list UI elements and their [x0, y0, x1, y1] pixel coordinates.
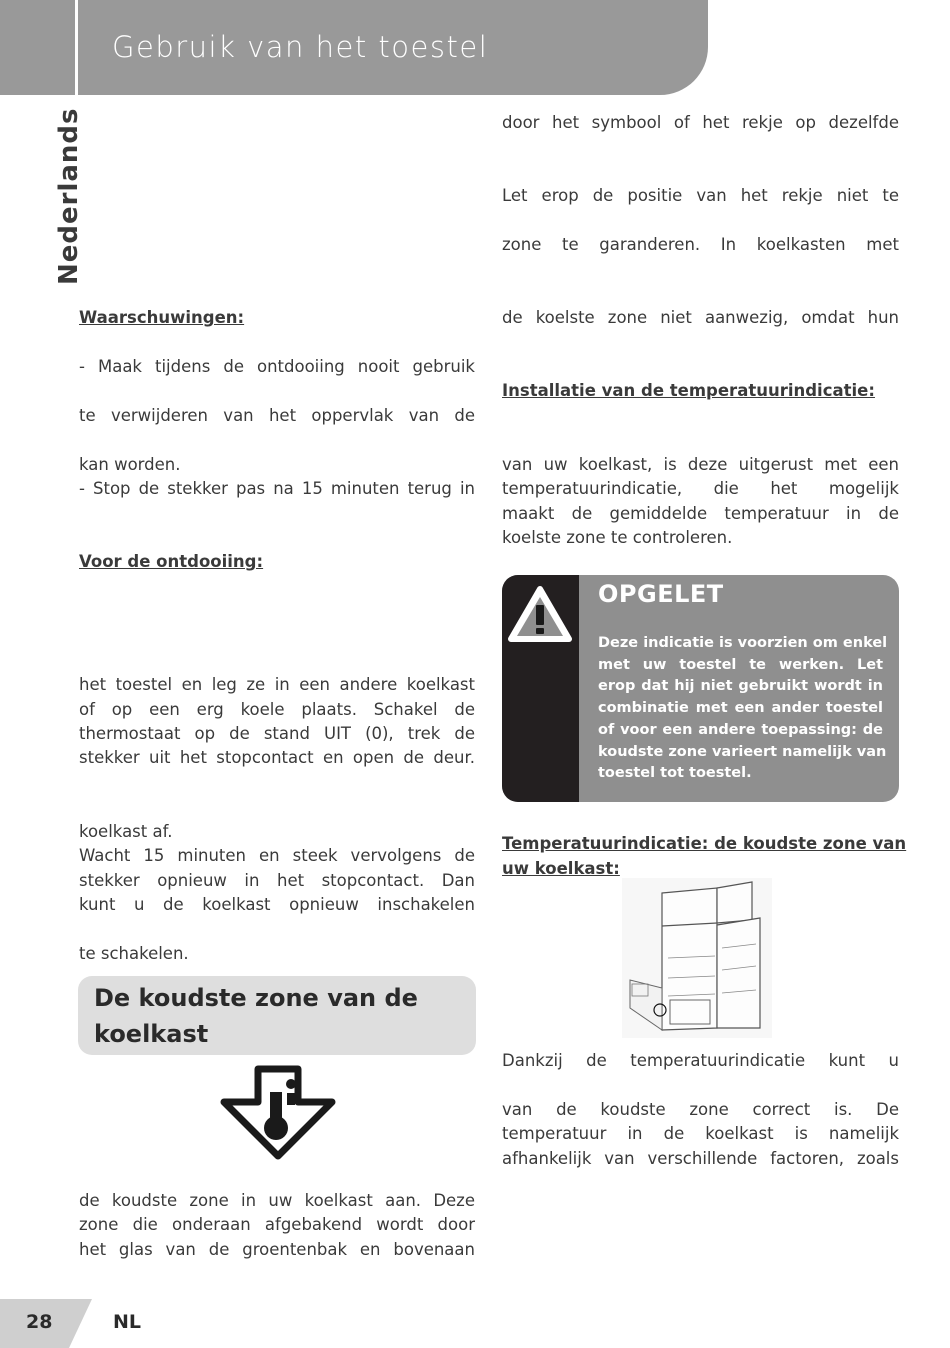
paragraph-line: zone te garanderen. In koelkasten met	[502, 235, 899, 254]
paragraph-line: zone die onderaan afgebakend wordt door	[79, 1215, 475, 1234]
paragraph-line: Dankzij de temperatuurindicatie kunt u	[502, 1051, 899, 1070]
coldest-zone-symbol-icon	[218, 1064, 338, 1160]
page-number: 28	[26, 1311, 53, 1333]
header-left-block	[0, 0, 75, 95]
indicator-heading: Temperatuurindicatie: de koudste zone van uw koelkast:	[502, 834, 907, 878]
paragraph-line: of op een erg koele plaats. Schakel de	[79, 700, 475, 719]
paragraph-line: stekker opnieuw in het stopcontact. Dan	[79, 871, 475, 890]
paragraph-line: Let erop de positie van het rekje niet te	[502, 186, 899, 205]
paragraph-line: het toestel en leg ze in een andere koelkast	[79, 675, 475, 694]
paragraph-line: kunt u de koelkast opnieuw inschakelen	[79, 895, 475, 914]
paragraph-line: de koelste zone niet aanwezig, omdat hun	[502, 308, 899, 327]
warnings-heading: Waarschuwingen:	[79, 308, 245, 327]
paragraph-line: temperatuurindicatie, die het mogelijk	[502, 479, 899, 498]
language-code: NL	[113, 1311, 142, 1333]
section-title: De koudste zone van de koelkast	[94, 984, 418, 1048]
paragraph-line: te verwijderen van het oppervlak van de	[79, 406, 475, 425]
paragraph-line: maakt de gemiddelde temperatuur in de	[502, 504, 899, 523]
paragraph-line: de koudste zone in uw koelkast aan. Deze	[79, 1191, 475, 1210]
header-divider	[75, 0, 78, 95]
paragraph-line: van de koudste zone correct is. De	[502, 1100, 899, 1119]
paragraph-line: afhankelijk van verschillende factoren, zoals	[502, 1149, 899, 1168]
install-indicator-heading: Installatie van de temperatuurindicatie:	[502, 381, 875, 400]
fridge-illustration	[622, 878, 772, 1038]
paragraph-line: - Maak tijdens de ontdooiing nooit gebruik	[79, 357, 475, 376]
page-title: Gebruik van het toestel	[112, 30, 489, 64]
paragraph-line: temperatuur in de koelkast is namelijk	[502, 1124, 899, 1143]
language-side-tab: Nederlands	[54, 107, 84, 285]
before-defrost-heading: Voor de ontdooiing:	[79, 552, 264, 571]
warning-title: OPGELET	[598, 580, 724, 608]
paragraph-line: thermostaat op de stand UIT (0), trek de	[79, 724, 475, 743]
warning-triangle-icon	[507, 585, 573, 645]
paragraph-line: door het symbool of het rekje op dezelfde	[502, 113, 899, 132]
paragraph-line: het glas van de groentenbak en bovenaan	[79, 1240, 475, 1259]
paragraph-line: van uw koelkast, is deze uitgerust met een	[502, 455, 899, 474]
paragraph-line: te schakelen.	[79, 944, 189, 963]
paragraph-line: koelkast af.	[79, 822, 173, 841]
warning-text: Deze indicatie is voorzien om enkel met uw toestel te werken. Let erop dat hij niet gebruikt wordt in combinatie met een ander toestel of voor een andere toepassing: de koudste zone varieert namelijk van toestel tot toestel.	[598, 635, 888, 782]
paragraph-line: kan worden.	[79, 455, 181, 474]
paragraph-line: - Stop de stekker pas na 15 minuten terug in	[79, 479, 475, 498]
paragraph-line: koelste zone te controleren.	[502, 528, 733, 547]
paragraph-line: stekker uit het stopcontact en open de deur.	[79, 748, 475, 767]
paragraph-line: Wacht 15 minuten en steek vervolgens de	[79, 846, 475, 865]
